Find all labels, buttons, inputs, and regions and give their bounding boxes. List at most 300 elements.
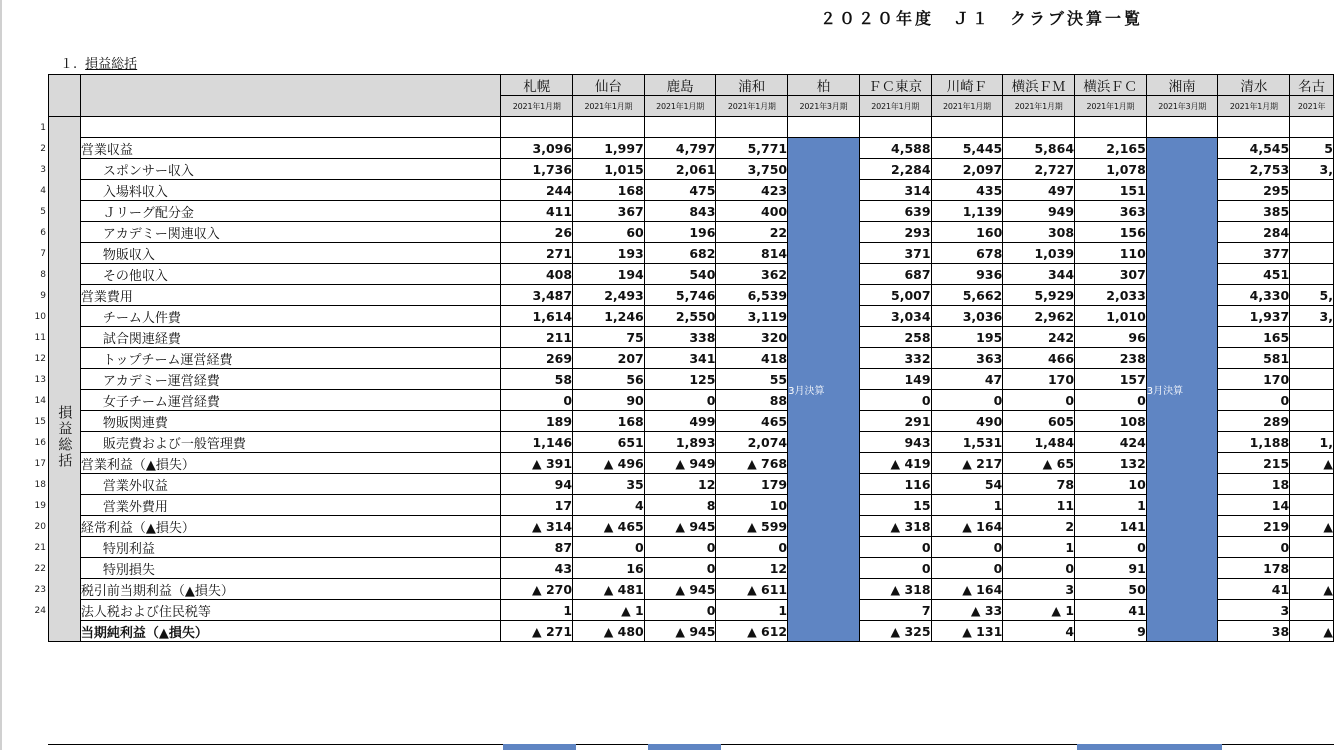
- row-label: [80, 138, 501, 159]
- row-label-text: スポンサー収入: [102, 163, 194, 179]
- value-cell: 540: [644, 264, 716, 285]
- value-cell: 0: [1075, 537, 1147, 558]
- value-cell: 1,736: [501, 159, 573, 180]
- value-cell: 0: [716, 537, 788, 558]
- value-cell: 269: [501, 348, 573, 369]
- value-cell: 12: [644, 474, 716, 495]
- row-label-text: 物販関連費: [102, 415, 168, 431]
- row-label-text: 試合関連経費: [102, 331, 181, 347]
- table-row: [49, 516, 1334, 537]
- value-cell: 308: [1003, 222, 1075, 243]
- row-label: [80, 348, 501, 369]
- row-label: [80, 411, 501, 432]
- table-row: [49, 348, 1334, 369]
- value-cell: [1290, 495, 1334, 516]
- value-cell: 291: [859, 411, 931, 432]
- row-label-text: その他収入: [102, 268, 168, 284]
- value-cell: 1,: [1290, 432, 1334, 453]
- side-label: [49, 117, 81, 642]
- value-cell: 1: [501, 600, 573, 621]
- row-number: 17: [34, 459, 46, 469]
- value-cell: 88: [716, 390, 788, 411]
- row-number: 9: [40, 291, 46, 301]
- row-label: [80, 327, 501, 348]
- value-cell: 2,753: [1218, 159, 1290, 180]
- row-label: [80, 264, 501, 285]
- value-cell: ▲ 1: [1003, 600, 1075, 621]
- value-cell: 60: [573, 222, 645, 243]
- value-cell: ▲ 599: [716, 516, 788, 537]
- table-row: [49, 180, 1334, 201]
- value-cell: 195: [931, 327, 1003, 348]
- value-cell: ▲ 271: [501, 621, 573, 642]
- value-cell: ▲: [1290, 579, 1334, 600]
- value-cell: 17: [501, 495, 573, 516]
- row-label-text: トップチーム運営経費: [102, 352, 233, 368]
- row-number: 21: [34, 543, 46, 553]
- value-cell: 7: [859, 600, 931, 621]
- value-cell: 94: [501, 474, 573, 495]
- value-cell: ▲ 65: [1003, 453, 1075, 474]
- value-cell: ▲ 1: [573, 600, 645, 621]
- value-cell: ▲ 465: [573, 516, 645, 537]
- value-cell: 424: [1075, 432, 1147, 453]
- value-cell: 4: [573, 495, 645, 516]
- value-cell: 5,662: [931, 285, 1003, 306]
- side-label-text: 損益総括: [56, 405, 73, 469]
- row-label-text: 女子チーム運営経費: [102, 394, 220, 410]
- value-cell: 50: [1075, 579, 1147, 600]
- spacer-cell: [859, 117, 931, 138]
- value-cell: 149: [859, 369, 931, 390]
- value-cell: 9: [1075, 621, 1147, 642]
- value-cell: [1290, 201, 1334, 222]
- row-number: 15: [34, 417, 46, 427]
- row-label-text: 当期純利益（▲損失）: [80, 625, 208, 641]
- value-cell: 367: [573, 201, 645, 222]
- spacer-cell: [80, 117, 501, 138]
- value-cell: 3,: [1290, 159, 1334, 180]
- value-cell: 651: [573, 432, 645, 453]
- value-cell: 3,119: [716, 306, 788, 327]
- value-cell: 4,797: [644, 138, 716, 159]
- value-cell: 2,550: [644, 306, 716, 327]
- value-cell: [1290, 264, 1334, 285]
- row-number: 5: [40, 207, 46, 217]
- value-cell: 4: [1003, 621, 1075, 642]
- row-label-text: 経常利益（▲損失）: [80, 520, 195, 536]
- value-cell: 1,010: [1075, 306, 1147, 327]
- value-cell: 341: [644, 348, 716, 369]
- value-cell: 194: [573, 264, 645, 285]
- row-label-text: 法人税および住民税等: [80, 604, 211, 620]
- row-number: 11: [34, 333, 46, 343]
- section-label: 損益総括: [85, 57, 138, 72]
- value-cell: 207: [573, 348, 645, 369]
- value-cell: 5,746: [644, 285, 716, 306]
- spacer-cell: [501, 117, 573, 138]
- club-header: 名古: [1290, 75, 1334, 96]
- value-cell: 289: [1218, 411, 1290, 432]
- value-cell: ▲ 480: [573, 621, 645, 642]
- value-cell: ▲ 945: [644, 516, 716, 537]
- table-row: [49, 453, 1334, 474]
- value-cell: 211: [501, 327, 573, 348]
- value-cell: 1: [716, 600, 788, 621]
- value-cell: 1,937: [1218, 306, 1290, 327]
- value-cell: 1,015: [573, 159, 645, 180]
- value-cell: 165: [1218, 327, 1290, 348]
- value-cell: [1290, 558, 1334, 579]
- value-cell: 293: [859, 222, 931, 243]
- period-header: 2021年1月期: [716, 96, 788, 117]
- value-cell: 35: [573, 474, 645, 495]
- club-header: 湘南: [1146, 75, 1218, 96]
- value-cell: [1290, 222, 1334, 243]
- value-cell: 423: [716, 180, 788, 201]
- row-label: [80, 432, 501, 453]
- row-label: [80, 495, 501, 516]
- value-cell: 0: [644, 558, 716, 579]
- value-cell: 16: [573, 558, 645, 579]
- value-cell: 2,727: [1003, 159, 1075, 180]
- value-cell: 0: [859, 558, 931, 579]
- value-cell: 196: [644, 222, 716, 243]
- value-cell: [1290, 390, 1334, 411]
- row-label: [80, 201, 501, 222]
- value-cell: 75: [573, 327, 645, 348]
- value-cell: 0: [644, 600, 716, 621]
- value-cell: 362: [716, 264, 788, 285]
- row-label: [80, 474, 501, 495]
- row-label-text: 営業外収益: [102, 478, 168, 494]
- value-cell: 116: [859, 474, 931, 495]
- value-cell: 363: [1075, 201, 1147, 222]
- table-row: [49, 243, 1334, 264]
- row-number: 3: [40, 165, 46, 175]
- value-cell: 843: [644, 201, 716, 222]
- value-cell: 168: [573, 180, 645, 201]
- row-label-text: チーム人件費: [102, 310, 181, 326]
- value-cell: ▲ 318: [859, 579, 931, 600]
- value-cell: 1,997: [573, 138, 645, 159]
- value-cell: 949: [1003, 201, 1075, 222]
- row-label: [80, 453, 501, 474]
- page-title: ２０２０年度 Ｊ１ クラブ決算一覧: [820, 9, 1144, 28]
- value-cell: 132: [1075, 453, 1147, 474]
- club-header: 鹿島: [644, 75, 716, 96]
- value-cell: 1: [1003, 537, 1075, 558]
- value-cell: 0: [1218, 390, 1290, 411]
- value-cell: 605: [1003, 411, 1075, 432]
- spacer-cell: [573, 117, 645, 138]
- value-cell: 41: [1075, 600, 1147, 621]
- value-cell: 497: [1003, 180, 1075, 201]
- value-cell: 2: [1003, 516, 1075, 537]
- value-cell: 0: [859, 537, 931, 558]
- row-label-text: 税引前当期利益（▲損失）: [80, 583, 234, 599]
- spacer-cell: [1146, 117, 1218, 138]
- value-cell: 0: [501, 390, 573, 411]
- value-cell: ▲: [1290, 621, 1334, 642]
- period-header: 2021年1月期: [644, 96, 716, 117]
- row-label-text: 営業外費用: [102, 499, 168, 515]
- spacer-cell: [1290, 117, 1334, 138]
- value-cell: [1290, 348, 1334, 369]
- value-cell: 687: [859, 264, 931, 285]
- next-table-block: [648, 744, 721, 750]
- value-cell: 5,: [1290, 285, 1334, 306]
- value-cell: ▲ 164: [931, 516, 1003, 537]
- value-cell: 2,033: [1075, 285, 1147, 306]
- club-header: 柏: [788, 75, 860, 96]
- value-cell: ▲ 270: [501, 579, 573, 600]
- value-cell: 314: [859, 180, 931, 201]
- table-row: [49, 222, 1334, 243]
- value-cell: [1290, 411, 1334, 432]
- row-number: 10: [34, 312, 46, 322]
- value-cell: 465: [716, 411, 788, 432]
- value-cell: ▲ 481: [573, 579, 645, 600]
- value-cell: 307: [1075, 264, 1147, 285]
- value-cell: 219: [1218, 516, 1290, 537]
- table-row: [49, 369, 1334, 390]
- period-header: 2021年1月期: [573, 96, 645, 117]
- value-cell: 363: [931, 348, 1003, 369]
- table-row: [49, 474, 1334, 495]
- value-cell: ▲ 612: [716, 621, 788, 642]
- value-cell: 22: [716, 222, 788, 243]
- value-cell: 377: [1218, 243, 1290, 264]
- table-row: [49, 159, 1334, 180]
- value-cell: 157: [1075, 369, 1147, 390]
- value-cell: 5,007: [859, 285, 931, 306]
- table-row: [49, 306, 1334, 327]
- period-header: 2021年1月期: [1003, 96, 1075, 117]
- value-cell: 1,188: [1218, 432, 1290, 453]
- value-cell: 0: [859, 390, 931, 411]
- value-cell: 682: [644, 243, 716, 264]
- value-cell: 10: [1075, 474, 1147, 495]
- row-label-text: 販売費および一般管理費: [102, 436, 246, 452]
- value-cell: 193: [573, 243, 645, 264]
- value-cell: [1290, 369, 1334, 390]
- value-cell: ▲ 611: [716, 579, 788, 600]
- value-cell: 43: [501, 558, 573, 579]
- row-number: 8: [40, 270, 46, 280]
- value-cell: 678: [931, 243, 1003, 264]
- value-cell: 170: [1218, 369, 1290, 390]
- row-label: [80, 621, 501, 642]
- row-number: 7: [40, 249, 46, 259]
- value-cell: 2,962: [1003, 306, 1075, 327]
- value-cell: 0: [644, 537, 716, 558]
- value-cell: 0: [573, 537, 645, 558]
- value-cell: 3: [1218, 600, 1290, 621]
- table-row: [49, 579, 1334, 600]
- value-cell: 2,165: [1075, 138, 1147, 159]
- value-cell: 244: [501, 180, 573, 201]
- row-number: 24: [34, 606, 46, 616]
- period-header: 2021年1月期: [1218, 96, 1290, 117]
- value-cell: 581: [1218, 348, 1290, 369]
- value-cell: 1,484: [1003, 432, 1075, 453]
- value-cell: 238: [1075, 348, 1147, 369]
- spacer-cell: [1218, 117, 1290, 138]
- club-header: 川崎Ｆ: [931, 75, 1003, 96]
- value-cell: 91: [1075, 558, 1147, 579]
- value-cell: [1290, 474, 1334, 495]
- value-cell: 108: [1075, 411, 1147, 432]
- row-number: 4: [40, 186, 46, 196]
- value-cell: 284: [1218, 222, 1290, 243]
- row-label: [80, 579, 501, 600]
- value-cell: 3: [1003, 579, 1075, 600]
- value-cell: 58: [501, 369, 573, 390]
- club-header: ＦＣ東京: [859, 75, 931, 96]
- row-label: [80, 537, 501, 558]
- value-cell: 90: [573, 390, 645, 411]
- value-cell: 170: [1003, 369, 1075, 390]
- period-header: 2021年1月期: [1075, 96, 1147, 117]
- value-cell: 242: [1003, 327, 1075, 348]
- spacer-cell: [1003, 117, 1075, 138]
- value-cell: 2,074: [716, 432, 788, 453]
- value-cell: 3,487: [501, 285, 573, 306]
- table-row: [49, 600, 1334, 621]
- value-cell: 12: [716, 558, 788, 579]
- value-cell: 160: [931, 222, 1003, 243]
- value-cell: 0: [1003, 390, 1075, 411]
- value-cell: 332: [859, 348, 931, 369]
- row-label: [80, 558, 501, 579]
- value-cell: 499: [644, 411, 716, 432]
- spacer-cell: [931, 117, 1003, 138]
- value-cell: 10: [716, 495, 788, 516]
- value-cell: ▲ 325: [859, 621, 931, 642]
- value-cell: 435: [931, 180, 1003, 201]
- row-label-text: 営業利益（▲損失）: [80, 457, 195, 473]
- value-cell: 490: [931, 411, 1003, 432]
- value-cell: 258: [859, 327, 931, 348]
- value-cell: 15: [859, 495, 931, 516]
- value-cell: 0: [1218, 537, 1290, 558]
- value-cell: 1,139: [931, 201, 1003, 222]
- value-cell: 1,531: [931, 432, 1003, 453]
- financial-table: [48, 74, 1334, 642]
- row-label: [80, 159, 501, 180]
- row-label: [80, 285, 501, 306]
- club-header: 清水: [1218, 75, 1290, 96]
- value-cell: ▲ 768: [716, 453, 788, 474]
- value-cell: 47: [931, 369, 1003, 390]
- row-number: 22: [34, 564, 46, 574]
- period-header: 2021年1月期: [501, 96, 573, 117]
- value-cell: ▲ 33: [931, 600, 1003, 621]
- value-cell: 178: [1218, 558, 1290, 579]
- row-number: 1: [40, 123, 46, 133]
- value-cell: ▲ 131: [931, 621, 1003, 642]
- table-row: [49, 432, 1334, 453]
- row-number: 2: [40, 144, 46, 154]
- value-cell: 0: [931, 558, 1003, 579]
- value-cell: ▲ 318: [859, 516, 931, 537]
- value-cell: 18: [1218, 474, 1290, 495]
- value-cell: [1290, 600, 1334, 621]
- table-row: [49, 285, 1334, 306]
- value-cell: 3,: [1290, 306, 1334, 327]
- section-number: １.: [60, 57, 78, 72]
- value-cell: 5,445: [931, 138, 1003, 159]
- value-cell: 4,545: [1218, 138, 1290, 159]
- value-cell: 3,750: [716, 159, 788, 180]
- value-cell: 6,539: [716, 285, 788, 306]
- value-cell: 4,588: [859, 138, 931, 159]
- row-label-text: 入場料収入: [102, 184, 168, 200]
- value-cell: 466: [1003, 348, 1075, 369]
- value-cell: 1: [1075, 495, 1147, 516]
- value-cell: 110: [1075, 243, 1147, 264]
- value-cell: 0: [931, 537, 1003, 558]
- value-cell: 3,096: [501, 138, 573, 159]
- value-cell: 371: [859, 243, 931, 264]
- value-cell: 475: [644, 180, 716, 201]
- value-cell: 408: [501, 264, 573, 285]
- value-cell: 5: [1290, 138, 1334, 159]
- value-cell: ▲ 217: [931, 453, 1003, 474]
- row-label: [80, 390, 501, 411]
- value-cell: 271: [501, 243, 573, 264]
- period-header: 2021年1月期: [931, 96, 1003, 117]
- value-cell: ▲ 945: [644, 621, 716, 642]
- table-row: [49, 390, 1334, 411]
- table-row: [49, 621, 1334, 642]
- club-header: 仙台: [573, 75, 645, 96]
- row-label: [80, 222, 501, 243]
- table-row: [49, 537, 1334, 558]
- value-cell: 168: [573, 411, 645, 432]
- value-cell: 2,493: [573, 285, 645, 306]
- value-cell: 400: [716, 201, 788, 222]
- value-cell: 320: [716, 327, 788, 348]
- value-cell: 5,771: [716, 138, 788, 159]
- value-cell: 1,246: [573, 306, 645, 327]
- value-cell: [1290, 243, 1334, 264]
- value-cell: 151: [1075, 180, 1147, 201]
- spacer-cell: [716, 117, 788, 138]
- value-cell: 125: [644, 369, 716, 390]
- value-cell: 344: [1003, 264, 1075, 285]
- section-heading: [60, 53, 137, 72]
- value-cell: 411: [501, 201, 573, 222]
- value-cell: 26: [501, 222, 573, 243]
- value-cell: 0: [1075, 390, 1147, 411]
- row-number: 18: [34, 480, 46, 490]
- row-label: [80, 600, 501, 621]
- row-label: [80, 243, 501, 264]
- value-cell: 2,284: [859, 159, 931, 180]
- table-row: [49, 138, 1334, 159]
- row-label-text: Ｊリーグ配分金: [102, 205, 194, 221]
- row-number: 23: [34, 585, 46, 595]
- value-cell: 338: [644, 327, 716, 348]
- march-settlement-cell: 3月決算: [788, 138, 860, 642]
- value-cell: 0: [1003, 558, 1075, 579]
- club-header: 横浜ＦＭ: [1003, 75, 1075, 96]
- row-label-text: 営業収益: [80, 142, 133, 158]
- table-row: [49, 495, 1334, 516]
- value-cell: 814: [716, 243, 788, 264]
